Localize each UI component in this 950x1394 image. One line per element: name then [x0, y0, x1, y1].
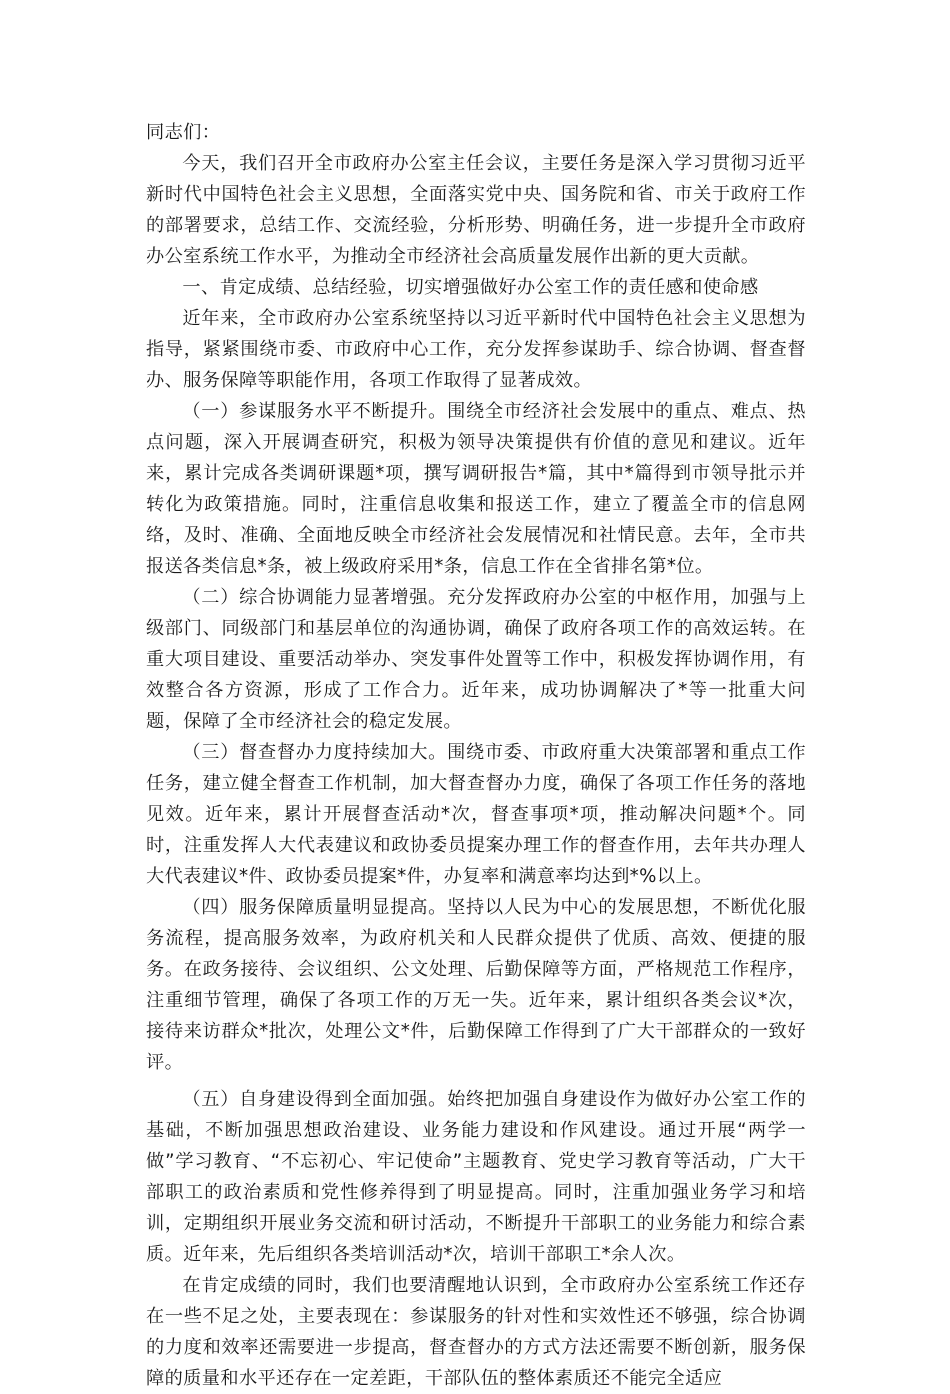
shortcomings-paragraph: 在肯定成绩的同时，我们也要清醒地认识到，全市政府办公室系统工作还存在一些不足之处，主要表现在：参谋服务的针对性和实效性还不够强，综合协调的力度和效率还需要进一步提高，督查督办的方式方法还需要不断创新，服务保障的质量和水平还存在一定差距，干部队伍的整体素质还不能完全适应 — [146, 1275, 806, 1389]
section-intro-paragraph: 近年来，全市政府办公室系统坚持以习近平新时代中国特色社会主义思想为指导，紧紧围绕市委、市政府中心工作，充分发挥参谋助手、综合协调、督查督办、服务保障等职能作用，各项工作取得了显著成效。 — [146, 308, 806, 391]
subsection-paragraph-2: （二）综合协调能力显著增强。充分发挥政府办公室的中枢作用，加强与上级部门、同级部门和基层单位的沟通协调，确保了政府各项工作的高效运转。在重大项目建设、重要活动举办、突发事件处置等工作中，积极发挥协调作用，有效整合各方资源，形成了工作合力。近年来，成功协调解决了*等一批重大问题，保障了全市经济社会的稳定发展。 — [146, 587, 806, 732]
subsection-paragraph-4: （四）服务保障质量明显提高。坚持以人民为中心的发展思想，不断优化服务流程，提高服务效率，为政府机关和人民群众提供了优质、高效、便捷的服务。在政务接待、会议组织、公文处理、后勤保障等方面，严格规范工作程序，注重细节管理，确保了各项工作的万无一失。近年来，累计组织各类会议*次，接待来访群众*批次，处理公文*件，后勤保障工作得到了广大干部群众的一致好评。 — [146, 897, 806, 1073]
subsection-paragraph-3: （三）督查督办力度持续加大。围绕市委、市政府重大决策部署和重点工作任务，建立健全督查工作机制，加大督查督办力度，确保了各项工作任务的落地见效。近年来，累计开展督查活动*次，督查事项*项，推动解决问题*个。同时，注重发挥人大代表建议和政协委员提案办理工作的督查作用，去年共办理人大代表建议*件、政协委员提案*件，办复率和满意率均达到*%以上。 — [146, 742, 806, 887]
opening-paragraph: 今天，我们召开全市政府办公室主任会议，主要任务是深入学习贯彻习近平新时代中国特色社会主义思想，全面落实党中央、国务院和省、市关于政府工作的部署要求，总结工作、交流经验，分析形势、明确任务，进一步提升全市政府办公室系统工作水平，为推动全市经济社会高质量发展作出新的更大贡献。 — [146, 153, 806, 267]
document-body — [146, 117, 806, 1394]
subsection-paragraph-1: （一）参谋服务水平不断提升。围绕全市经济社会发展中的重点、难点、热点问题，深入开展调查研究，积极为领导决策提供有价值的意见和建议。近年来，累计完成各类调研课题*项，撰写调研报告*篇，其中*篇得到市领导批示并转化为政策措施。同时，注重信息收集和报送工作，建立了覆盖全市的信息网络，及时、准确、全面地反映全市经济社会发展情况和社情民意。去年，全市共报送各类信息*条，被上级政府采用*条，信息工作在全省排名第*位。 — [146, 401, 806, 577]
subsection-paragraph-5: （五）自身建设得到全面加强。始终把加强自身建设作为做好办公室工作的基础，不断加强思想政治建设、业务能力建设和作风建设。通过开展“两学一做”学习教育、“不忘初心、牢记使命”主题教育、党史学习教育等活动，广大干部职工的政治素质和党性修养得到了明显提高。同时，注重加强业务学习和培训，定期组织开展业务交流和研讨活动，不断提升干部职工的业务能力和综合素质。近年来，先后组织各类培训活动*次，培训干部职工*余人次。 — [146, 1089, 806, 1265]
salutation: 同志们： — [146, 122, 221, 143]
section-heading: 一、肯定成绩、总结经验，切实增强做好办公室工作的责任感和使命感 — [182, 277, 759, 298]
